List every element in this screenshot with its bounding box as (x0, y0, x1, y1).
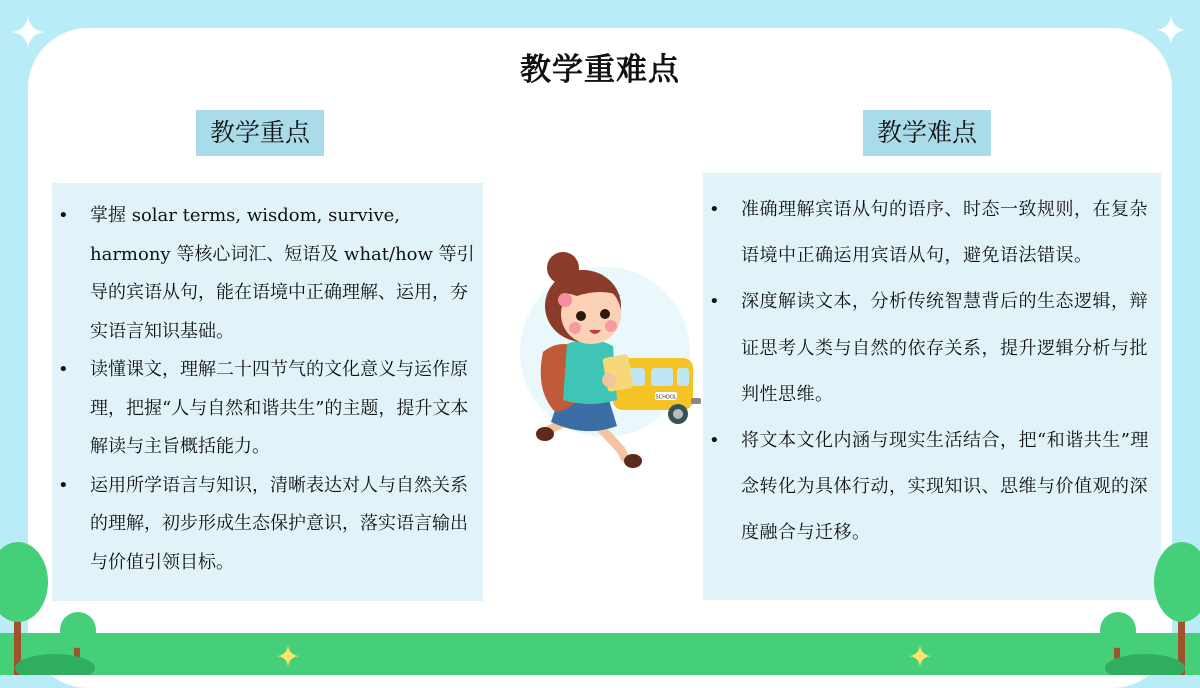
difficulties-label: 教学难点 (863, 110, 991, 156)
key-points-list (52, 183, 483, 582)
sparkle-icon (276, 644, 300, 668)
difficulties-panel (703, 173, 1161, 600)
difficulties-list (703, 173, 1161, 557)
list-item: • 准确理解宾语从句的语序、时态一致规则，在复杂语境中正确运用宾语从句，避免语法错误。 (703, 187, 1153, 279)
tree-icon (0, 540, 110, 675)
key-points-panel (52, 183, 483, 601)
bus-plate-text: SCHOOL (655, 394, 677, 401)
list-item: • 运用所学语言与知识，清晰表达对人与自然关系的理解，初步形成生态保护意识，落实语言输出与价值引领目标。 (52, 467, 475, 583)
page-title: 教学重难点 (520, 52, 680, 88)
sparkle-icon (1155, 14, 1187, 46)
list-item: • 掌握 solar terms, wisdom, survive, harmony 等核心词汇、短语及 what/how 等引导的宾语从句，能在语境中正确理解、运用，夯实语言知识基础。 (52, 197, 475, 351)
list-item: • 深度解读文本，分析传统智慧背后的生态逻辑，辩证思考人类与自然的依存关系，提升逻辑分析与批判性思维。 (703, 279, 1153, 418)
student-illustration (505, 240, 705, 472)
sparkle-icon (908, 644, 932, 668)
tree-icon (1090, 540, 1200, 675)
list-item: • 将文本文化内涵与现实生活结合，把“和谐共生”理念转化为具体行动，实现知识、思维与价值观的深度融合与迁移。 (703, 418, 1153, 557)
grass-ground (0, 633, 1200, 675)
key-points-label: 教学重点 (196, 110, 324, 156)
list-item: • 读懂课文，理解二十四节气的文化意义与运作原理，把握“人与自然和谐共生”的主题，提升文本解读与主旨概括能力。 (52, 351, 475, 467)
